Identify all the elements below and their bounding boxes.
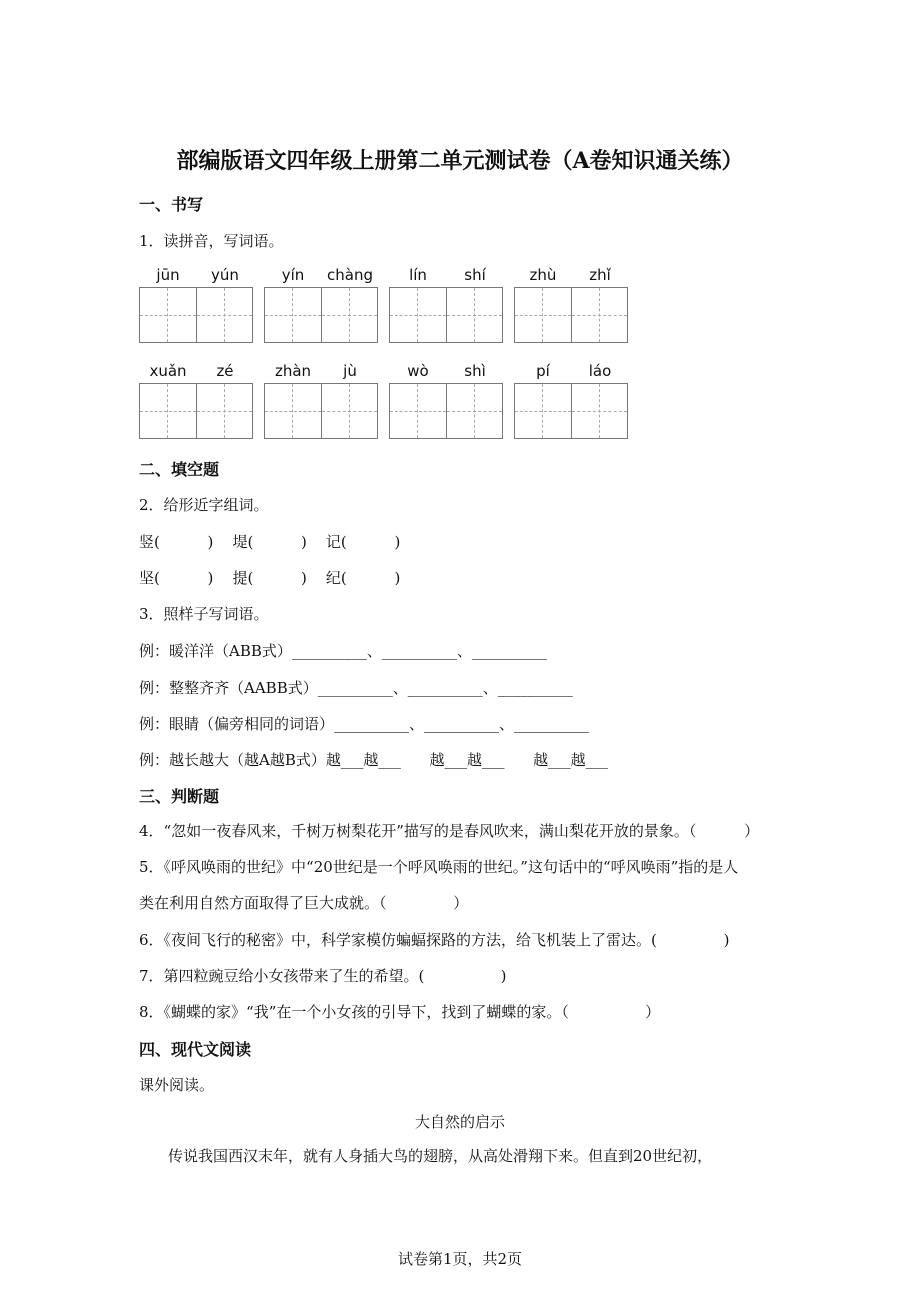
pinyin-label: yín bbox=[281, 266, 305, 284]
question-2: 2．给形近字组词。 bbox=[139, 496, 269, 514]
question-3-example: 例：越长越大（越A越B式）越___越___ 越___越___ 越___越___ bbox=[139, 751, 609, 769]
pinyin-label: jù bbox=[343, 362, 357, 380]
pinyin-label: zhù bbox=[529, 266, 557, 284]
page-title: 部编版语文四年级上册第二单元测试卷（A卷知识通关练） bbox=[176, 148, 744, 174]
writing-grid[interactable] bbox=[514, 287, 628, 343]
pinyin-label: xuǎn bbox=[149, 362, 187, 380]
pinyin-label: shì bbox=[464, 362, 486, 380]
page-footer: 试卷第1页，共2页 bbox=[397, 1250, 523, 1268]
question-5-continued: 类在利用自然方面取得了巨大成就。（ ） bbox=[139, 894, 469, 912]
question-3-example: 例：整整齐齐（AABB式）__________、__________、__________ bbox=[139, 679, 573, 697]
question-4: 4．“忽如一夜春风来，千树万树梨花开”描写的是春风吹来，满山梨花开放的景象。（ ） bbox=[139, 822, 760, 840]
question-7: 7．第四粒豌豆给小女孩带来了生的希望。( ) bbox=[139, 967, 507, 985]
passage-paragraph: 传说我国西汉末年，就有人身插大鸟的翅膀，从高处滑翔下来。但直到20世纪初， bbox=[168, 1147, 713, 1165]
question-3: 3．照样子写词语。 bbox=[139, 605, 269, 623]
pinyin-label: zé bbox=[216, 362, 234, 380]
section-heading-writing: 一、书写 bbox=[139, 195, 204, 214]
question-2-line-1: 竖( ) 堤( ) 记( ) bbox=[139, 533, 401, 551]
pinyin-label: wò bbox=[407, 362, 429, 380]
pinyin-label: yún bbox=[211, 266, 239, 284]
pinyin-label: zhǐ bbox=[589, 266, 611, 284]
question-3-example: 例：暖洋洋（ABB式）__________、__________、__________ bbox=[139, 642, 547, 660]
question-8: 8．《蝴蝶的家》“我”在一个小女孩的引导下，找到了蝴蝶的家。（ ） bbox=[139, 1003, 661, 1021]
pinyin-label: lín bbox=[409, 266, 427, 284]
question-1: 1．读拼音，写词语。 bbox=[139, 232, 284, 250]
passage-title: 大自然的启示 bbox=[414, 1113, 505, 1131]
section-heading-reading: 四、现代文阅读 bbox=[139, 1040, 252, 1059]
pinyin-label: jūn bbox=[156, 266, 180, 284]
writing-grid[interactable] bbox=[264, 287, 378, 343]
writing-grid[interactable] bbox=[139, 383, 253, 439]
pinyin-label: shí bbox=[464, 266, 486, 284]
writing-grid[interactable] bbox=[389, 383, 503, 439]
question-6: 6．《夜间飞行的秘密》中，科学家模仿蝙蝠探路的方法，给飞机装上了雷达。( ) bbox=[139, 931, 730, 949]
pinyin-label: láo bbox=[588, 362, 612, 380]
question-5: 5．《呼风唤雨的世纪》中“20世纪是一个呼风唤雨的世纪。”这句话中的“呼风唤雨”指的是人 bbox=[139, 858, 739, 876]
pinyin-label: zhàn bbox=[274, 362, 312, 380]
pinyin-label: pí bbox=[536, 362, 550, 380]
writing-grid[interactable] bbox=[139, 287, 253, 343]
section-heading-true-false: 三、判断题 bbox=[139, 787, 220, 806]
writing-grid[interactable] bbox=[264, 383, 378, 439]
writing-grid[interactable] bbox=[514, 383, 628, 439]
reading-intro: 课外阅读。 bbox=[139, 1076, 215, 1094]
pinyin-label: chàng bbox=[327, 266, 373, 284]
question-2-line-2: 坚( ) 提( ) 纪( ) bbox=[139, 569, 401, 587]
question-3-example: 例：眼睛（偏旁相同的词语）__________、__________、__________ bbox=[139, 715, 590, 733]
section-heading-fill-blank: 二、填空题 bbox=[139, 460, 220, 479]
writing-grid[interactable] bbox=[389, 287, 503, 343]
